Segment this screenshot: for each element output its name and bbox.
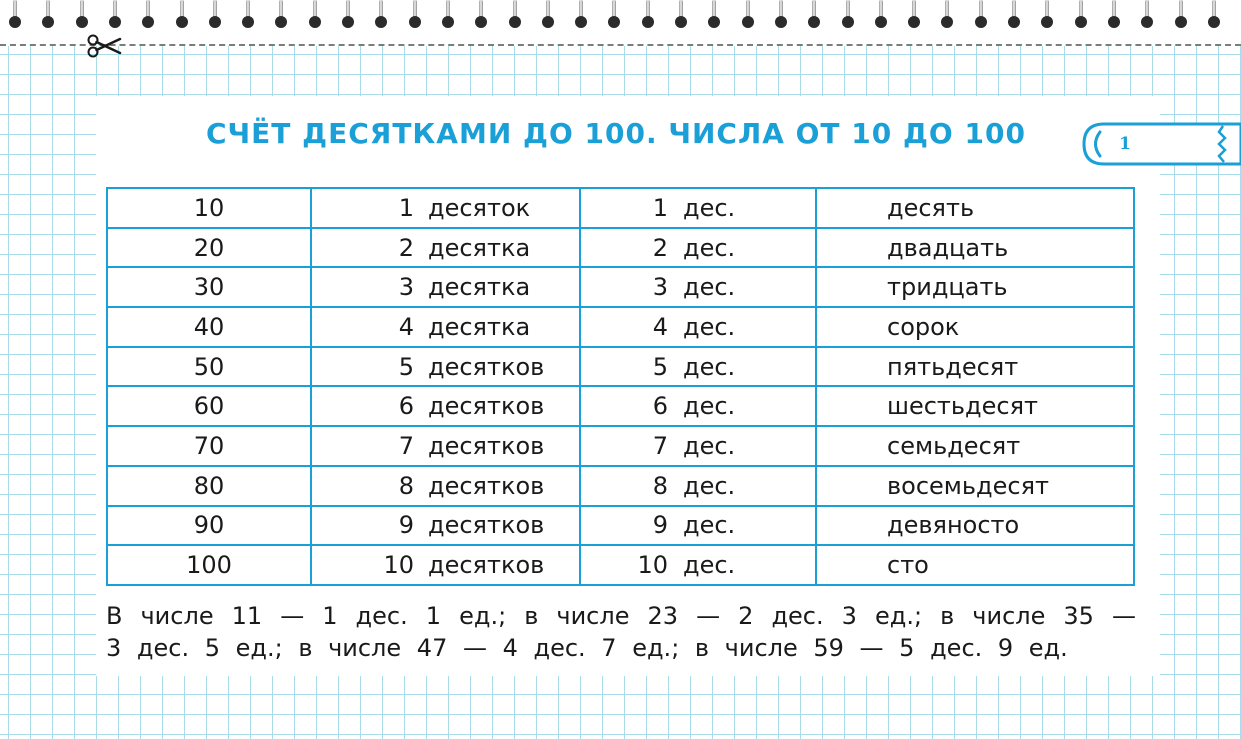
dec-count: 4 <box>652 312 668 341</box>
binding-ring <box>1007 0 1021 34</box>
ring-hole <box>509 16 521 28</box>
ring-hole <box>742 16 754 28</box>
binding-ring <box>508 0 522 34</box>
dec-count: 2 <box>652 233 668 262</box>
binding-ring <box>241 0 255 34</box>
dec-abbr: дес. <box>683 352 736 381</box>
binding-ring <box>474 0 488 34</box>
tens-word: десяток <box>428 193 531 222</box>
binding-ring <box>75 0 89 34</box>
tens-word: десятков <box>428 551 545 580</box>
word-cell: тридцать <box>816 267 1134 307</box>
table-row <box>107 545 1134 585</box>
binding-ring <box>1207 0 1221 34</box>
ring-hole <box>1008 16 1020 28</box>
dec-count: 9 <box>652 511 668 540</box>
ring-hole <box>575 16 587 28</box>
tens-cell <box>311 188 580 228</box>
table-row <box>107 228 1134 268</box>
ring-hole <box>875 16 887 28</box>
ring-hole <box>808 16 820 28</box>
ring-hole <box>908 16 920 28</box>
number-cell: 100 <box>107 545 311 585</box>
dec-cell <box>580 228 816 268</box>
binding-ring <box>41 0 55 34</box>
ring-hole <box>1141 16 1153 28</box>
binding-ring <box>541 0 555 34</box>
dec-cell <box>580 506 816 546</box>
tens-cell <box>311 347 580 387</box>
binding-ring <box>8 0 22 34</box>
number-cell: 90 <box>107 506 311 546</box>
dec-count: 6 <box>652 392 668 421</box>
tens-word: десятков <box>428 431 545 460</box>
binding-ring <box>1040 0 1054 34</box>
tens-count: 2 <box>398 233 414 262</box>
binding-ring <box>208 0 222 34</box>
ring-hole <box>1208 16 1220 28</box>
dec-abbr: дес. <box>683 511 736 540</box>
tens-count: 1 <box>398 193 414 222</box>
binding-ring <box>274 0 288 34</box>
ring-hole <box>209 16 221 28</box>
tens-word: десятка <box>428 273 531 302</box>
tens-cell <box>311 545 580 585</box>
ring-hole <box>309 16 321 28</box>
ring-hole <box>375 16 387 28</box>
binding-rings <box>0 0 1241 40</box>
table-row <box>107 188 1134 228</box>
dec-abbr: дес. <box>683 312 736 341</box>
number-cell: 60 <box>107 386 311 426</box>
binding-ring <box>141 0 155 34</box>
ring-hole <box>442 16 454 28</box>
binding-ring <box>1107 0 1121 34</box>
tens-word: десятка <box>428 312 531 341</box>
dec-count: 3 <box>652 273 668 302</box>
tens-count: 7 <box>398 431 414 460</box>
binding-ring <box>341 0 355 34</box>
word-cell: семьдесят <box>816 426 1134 466</box>
ring-hole <box>1075 16 1087 28</box>
tens-table <box>106 187 1135 586</box>
dec-count: 7 <box>652 431 668 460</box>
word-cell: восемьдесят <box>816 466 1134 506</box>
dec-count: 8 <box>652 471 668 500</box>
binding-ring <box>607 0 621 34</box>
dec-count: 5 <box>652 352 668 381</box>
word-cell: девяносто <box>816 506 1134 546</box>
dec-cell <box>580 466 816 506</box>
word-cell: пятьдесят <box>816 347 1134 387</box>
note-line-2: 3 дес. 5 ед.; в числе 47 — 4 дес. 7 ед.; в числе 59 — 5 дес. 9 ед. <box>106 634 1068 662</box>
tens-cell <box>311 228 580 268</box>
perforation-line <box>0 44 1241 46</box>
ring-hole <box>642 16 654 28</box>
binding-ring <box>807 0 821 34</box>
dec-abbr: дес. <box>683 431 736 460</box>
dec-cell <box>580 386 816 426</box>
dec-cell <box>580 545 816 585</box>
dec-abbr: дес. <box>683 551 736 580</box>
ring-hole <box>675 16 687 28</box>
table-row <box>107 506 1134 546</box>
tens-word: десятков <box>428 392 545 421</box>
tens-word: десятков <box>428 511 545 540</box>
tens-word: десятков <box>428 471 545 500</box>
tens-count: 6 <box>398 392 414 421</box>
ring-hole <box>242 16 254 28</box>
number-cell: 20 <box>107 228 311 268</box>
tens-cell <box>311 307 580 347</box>
table-row <box>107 307 1134 347</box>
dec-abbr: дес. <box>683 471 736 500</box>
ring-hole <box>342 16 354 28</box>
binding-ring <box>641 0 655 34</box>
binding-ring <box>574 0 588 34</box>
binding-ring <box>108 0 122 34</box>
ring-hole <box>42 16 54 28</box>
tens-word: десятка <box>428 233 531 262</box>
number-cell: 30 <box>107 267 311 307</box>
binding-ring <box>940 0 954 34</box>
ring-hole <box>275 16 287 28</box>
tens-cell <box>311 386 580 426</box>
dec-count: 1 <box>652 193 668 222</box>
binding-ring <box>1174 0 1188 34</box>
binding-ring <box>774 0 788 34</box>
number-cell: 40 <box>107 307 311 347</box>
page-number-tab <box>1082 120 1241 168</box>
dec-cell <box>580 267 816 307</box>
tens-cell <box>311 426 580 466</box>
dec-abbr: дес. <box>683 193 736 222</box>
binding-ring <box>308 0 322 34</box>
ring-hole <box>409 16 421 28</box>
page-number: 1 <box>1119 134 1131 154</box>
binding-ring <box>441 0 455 34</box>
ring-hole <box>542 16 554 28</box>
ring-hole <box>109 16 121 28</box>
tens-count: 3 <box>398 273 414 302</box>
table-row <box>107 466 1134 506</box>
table-row <box>107 267 1134 307</box>
ring-hole <box>1041 16 1053 28</box>
ring-hole <box>608 16 620 28</box>
dec-abbr: дес. <box>683 233 736 262</box>
page-title: СЧЁТ ДЕСЯТКАМИ ДО 100. ЧИСЛА ОТ 10 ДО 100 <box>206 117 1026 150</box>
scissors-icon <box>86 31 122 59</box>
word-cell: сто <box>816 545 1134 585</box>
examples-note <box>106 600 1136 664</box>
word-cell: шестьдесят <box>816 386 1134 426</box>
dec-abbr: дес. <box>683 273 736 302</box>
dec-count: 10 <box>637 551 668 580</box>
ring-hole <box>842 16 854 28</box>
dec-cell <box>580 426 816 466</box>
ring-hole <box>142 16 154 28</box>
ring-hole <box>975 16 987 28</box>
dec-cell <box>580 347 816 387</box>
binding-ring <box>707 0 721 34</box>
ring-hole <box>1175 16 1187 28</box>
binding-ring <box>974 0 988 34</box>
spiral-binding <box>0 0 1241 46</box>
dec-cell <box>580 188 816 228</box>
ring-hole <box>708 16 720 28</box>
binding-ring <box>374 0 388 34</box>
tens-count: 9 <box>398 511 414 540</box>
ring-hole <box>775 16 787 28</box>
number-cell: 50 <box>107 347 311 387</box>
binding-ring <box>907 0 921 34</box>
tens-count: 8 <box>398 471 414 500</box>
binding-ring <box>1074 0 1088 34</box>
dec-cell <box>580 307 816 347</box>
tens-cell <box>311 466 580 506</box>
number-cell: 10 <box>107 188 311 228</box>
table-row <box>107 347 1134 387</box>
ring-hole <box>176 16 188 28</box>
binding-ring <box>1140 0 1154 34</box>
tens-word: десятков <box>428 352 545 381</box>
ring-hole <box>941 16 953 28</box>
binding-ring <box>175 0 189 34</box>
note-line-1: В числе 11 — 1 дес. 1 ед.; в числе 23 — 2 дес. 3 ед.; в числе 35 — <box>106 602 1136 630</box>
table-row <box>107 426 1134 466</box>
tens-count: 4 <box>398 312 414 341</box>
binding-ring <box>841 0 855 34</box>
number-cell: 80 <box>107 466 311 506</box>
tens-count: 5 <box>398 352 414 381</box>
word-cell: сорок <box>816 307 1134 347</box>
tens-cell <box>311 267 580 307</box>
number-cell: 70 <box>107 426 311 466</box>
word-cell: двадцать <box>816 228 1134 268</box>
ring-hole <box>9 16 21 28</box>
ring-hole <box>475 16 487 28</box>
word-cell: десять <box>816 188 1134 228</box>
binding-ring <box>408 0 422 34</box>
ring-hole <box>1108 16 1120 28</box>
tens-cell <box>311 506 580 546</box>
binding-ring <box>741 0 755 34</box>
table-row <box>107 386 1134 426</box>
dec-abbr: дес. <box>683 392 736 421</box>
binding-ring <box>874 0 888 34</box>
tens-count: 10 <box>383 551 414 580</box>
ring-hole <box>76 16 88 28</box>
binding-ring <box>674 0 688 34</box>
